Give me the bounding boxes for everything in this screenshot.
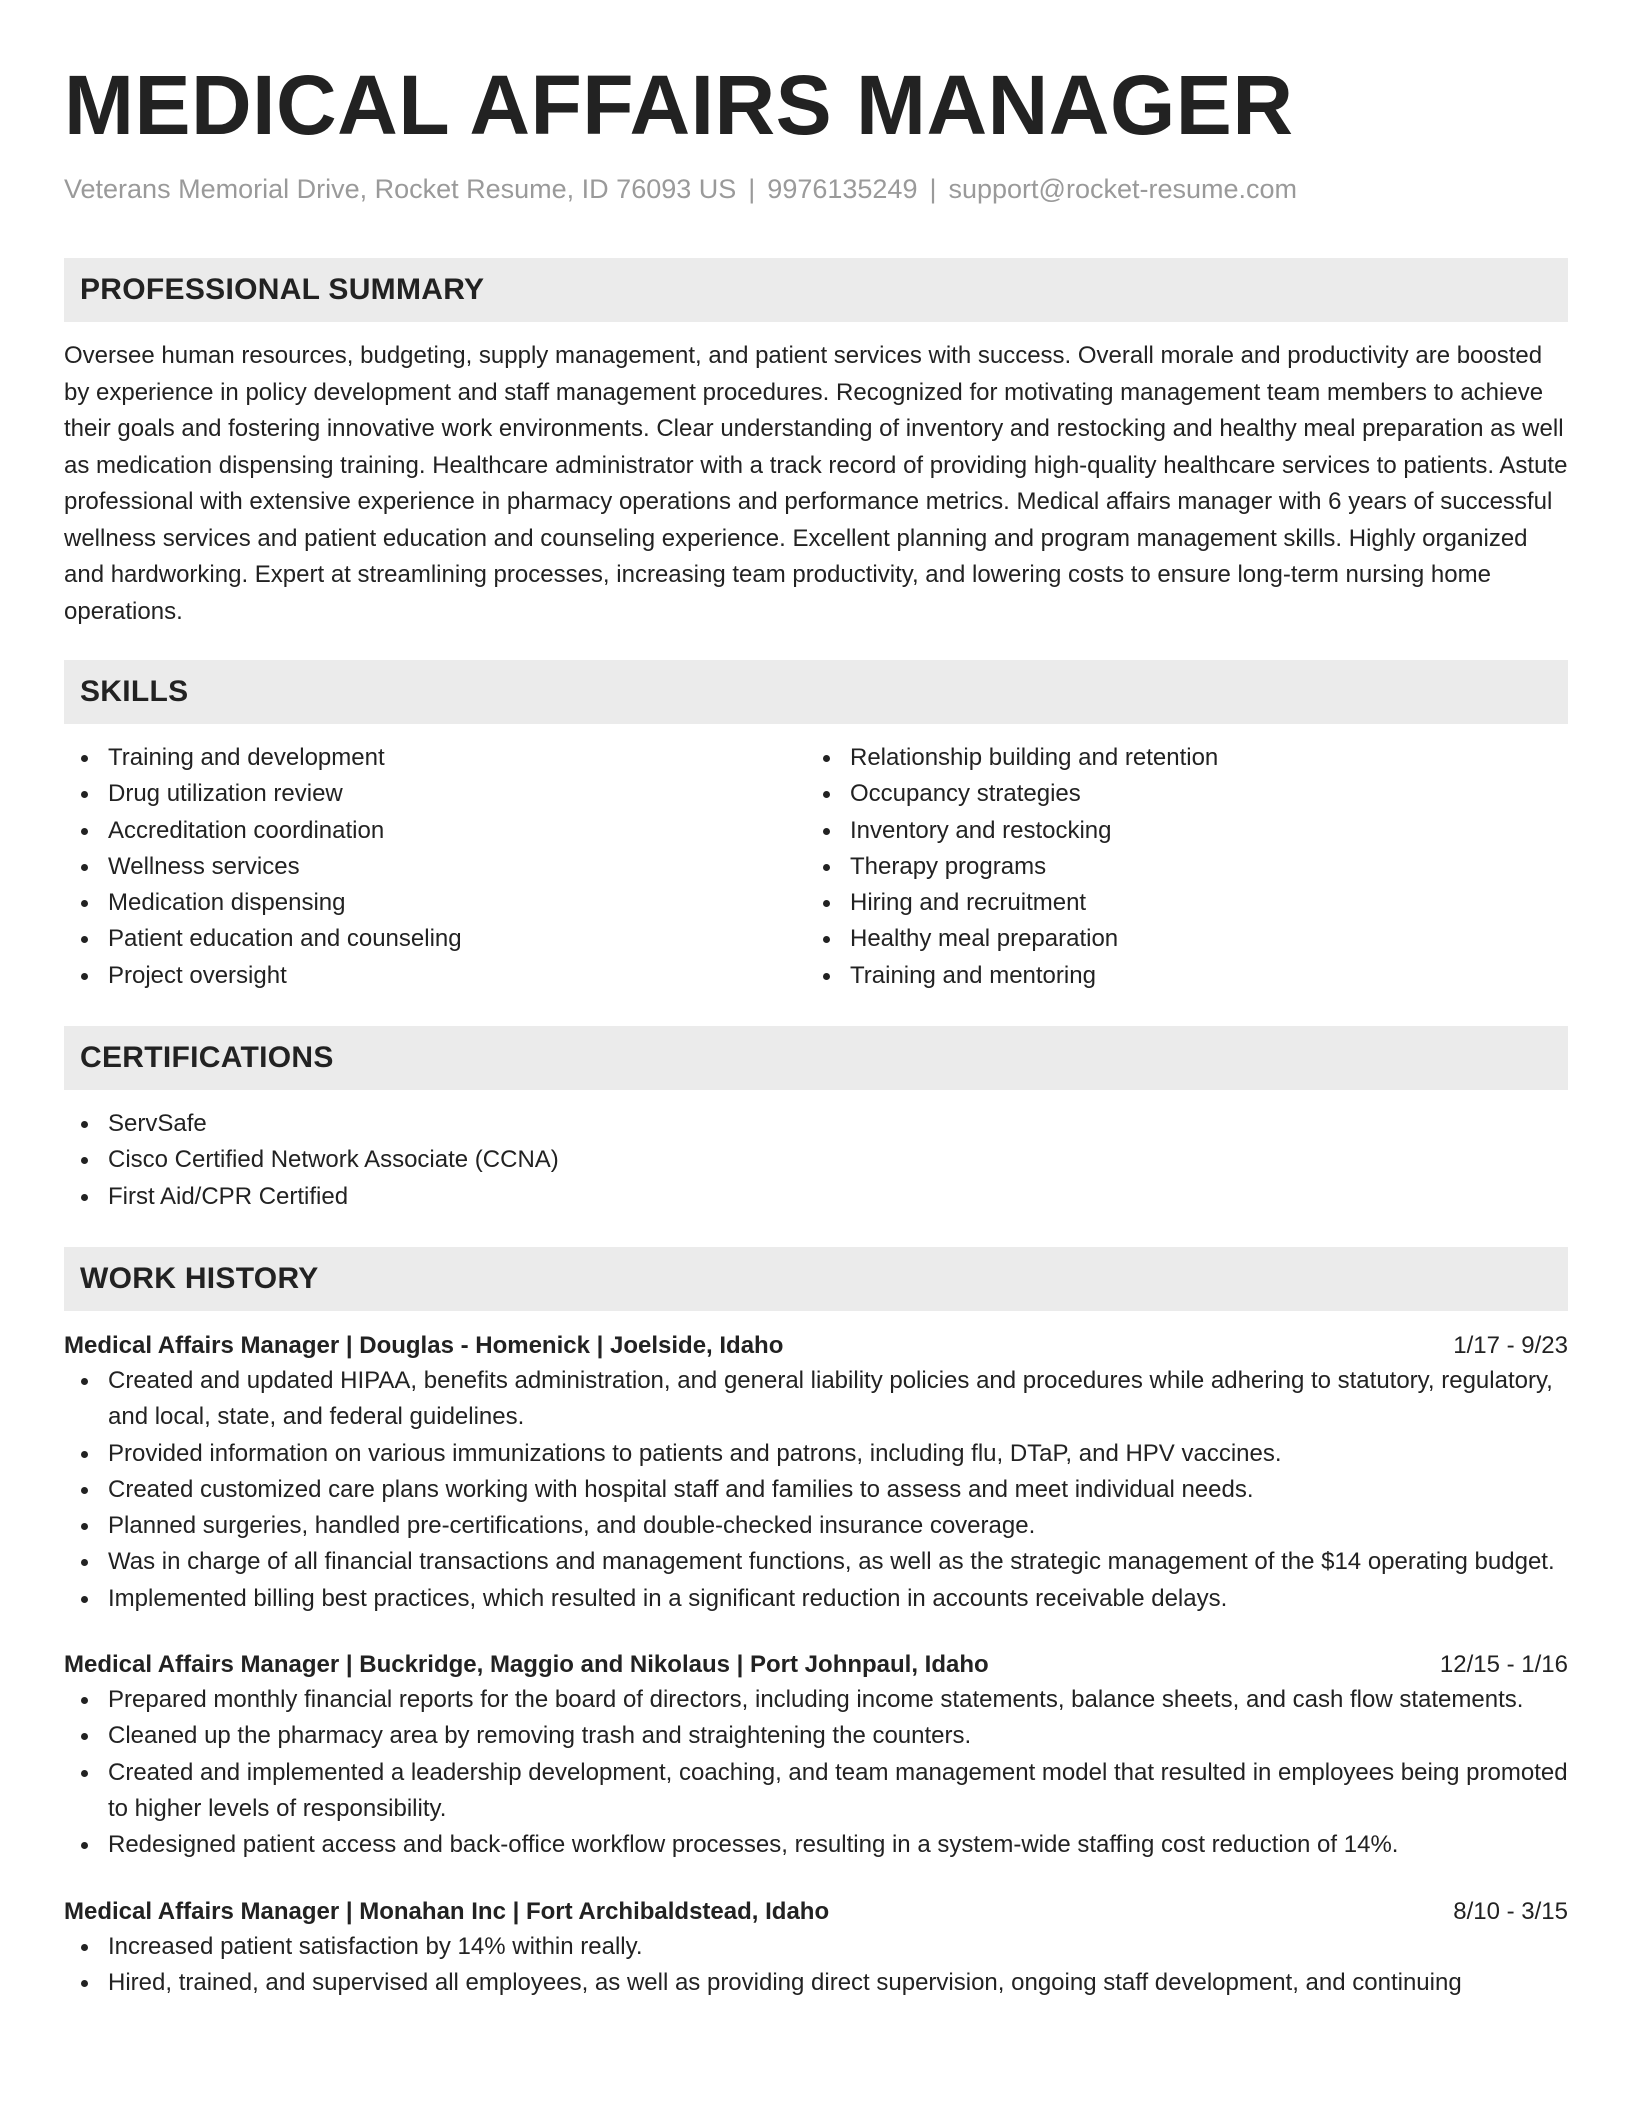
job-bullet: Created customized care plans working with hospital staff and families to assess and meet individual needs.	[64, 1472, 1568, 1508]
job-bullets	[64, 1929, 1568, 2002]
certification-item: First Aid/CPR Certified	[64, 1179, 1568, 1215]
job-bullets	[64, 1363, 1568, 1617]
job-bullet: Hired, trained, and supervised all employees, as well as providing direct supervision, ongoing staff development, and continuing	[64, 1965, 1568, 2001]
job-dates: 12/15 - 1/16	[1439, 1651, 1568, 1679]
skill-item: Training and mentoring	[806, 958, 1548, 994]
job-title: Medical Affairs Manager | Buckridge, Maggio and Nikolaus | Port Johnpaul, Idaho	[64, 1651, 989, 1679]
section-header-certifications: CERTIFICATIONS	[64, 1026, 1568, 1090]
skill-item: Wellness services	[64, 849, 806, 885]
job-header	[64, 1329, 1568, 1363]
job-title: Medical Affairs Manager | Monahan Inc | Fort Archibaldstead, Idaho	[64, 1897, 830, 1925]
job-header	[64, 1648, 1568, 1682]
resume-page	[64, 0, 1568, 2001]
job-header	[64, 1895, 1568, 1929]
skill-item: Drug utilization review	[64, 776, 806, 812]
certifications-list	[64, 1106, 1568, 1215]
contact-separator: |	[929, 174, 937, 204]
job-dates: 8/10 - 3/15	[1453, 1897, 1568, 1925]
job-bullet: Created and updated HIPAA, benefits administration, and general liability policies and procedures while adhering to statutory, regulatory, and local, state, and federal guidelines.	[64, 1363, 1568, 1436]
job-dates: 1/17 - 9/23	[1453, 1331, 1568, 1359]
job-entry	[64, 1895, 1568, 2002]
skill-item: Hiring and recruitment	[806, 885, 1548, 921]
job-bullet: Created and implemented a leadership development, coaching, and team management model that resulted in employees being promoted to higher levels of responsibility.	[64, 1755, 1568, 1828]
skills-grid	[64, 740, 1568, 994]
job-bullet: Prepared monthly financial reports for the board of directors, including income statements, balance sheets, and cash flow statements.	[64, 1682, 1568, 1718]
skills-list-left	[64, 740, 806, 994]
job-entry	[64, 1648, 1568, 1863]
skills-list-right	[806, 740, 1548, 994]
job-entry	[64, 1329, 1568, 1617]
job-bullet: Implemented billing best practices, which resulted in a significant reduction in accounts receivable delays.	[64, 1581, 1568, 1617]
skill-item: Therapy programs	[806, 849, 1548, 885]
skill-item: Accreditation coordination	[64, 813, 806, 849]
contact-separator: |	[748, 174, 756, 204]
job-bullet: Was in charge of all financial transactions and management functions, as well as the strategic management of the $14 operating budget.	[64, 1544, 1568, 1580]
section-header-summary: PROFESSIONAL SUMMARY	[64, 258, 1568, 322]
job-title: Medical Affairs Manager | Douglas - Homenick | Joelside, Idaho	[64, 1331, 784, 1359]
certification-item: ServSafe	[64, 1106, 1568, 1142]
job-bullet: Provided information on various immunizations to patients and patrons, including flu, DTaP, and HPV vaccines.	[64, 1436, 1568, 1472]
skill-item: Healthy meal preparation	[806, 921, 1548, 957]
skill-item: Project oversight	[64, 958, 806, 994]
job-bullet: Increased patient satisfaction by 14% within really.	[64, 1929, 1568, 1965]
section-header-skills: SKILLS	[64, 660, 1568, 724]
job-bullet: Planned surgeries, handled pre-certifications, and double-checked insurance coverage.	[64, 1508, 1568, 1544]
skill-item: Training and development	[64, 740, 806, 776]
contact-address: Veterans Memorial Drive, Rocket Resume, ID 76093 US	[64, 174, 737, 204]
skill-item: Inventory and restocking	[806, 813, 1548, 849]
skill-item: Patient education and counseling	[64, 921, 806, 957]
summary-text: Oversee human resources, budgeting, supply management, and patient services with success. Overall morale and productivity are boosted by experience in policy development and staff management procedures. Recognized for motivating management team members to achieve their goals and fostering innovative work environments. Clear understanding of inventory and restocking and healthy meal preparation as well as medication dispensing training. Healthcare administrator with a track record of providing high-quality healthcare services to patients. Astute professional with extensive experience in pharmacy operations and performance metrics. Medical affairs manager with 6 years of successful wellness services and patient education and counseling experience. Excellent planning and program management skills. Highly organized and hardworking. Expert at streamlining processes, increasing team productivity, and lowering costs to ensure long-term nursing home operations.	[64, 342, 1568, 625]
skill-item: Medication dispensing	[64, 885, 806, 921]
contact-line	[64, 172, 1568, 206]
skill-item: Relationship building and retention	[806, 740, 1548, 776]
skill-item: Occupancy strategies	[806, 776, 1548, 812]
contact-phone: 9976135249	[767, 174, 918, 204]
section-header-work-history: WORK HISTORY	[64, 1247, 1568, 1311]
contact-email[interactable]: support@rocket-resume.com	[948, 174, 1298, 204]
job-bullet: Cleaned up the pharmacy area by removing trash and straightening the counters.	[64, 1718, 1568, 1754]
job-bullet: Redesigned patient access and back-office workflow processes, resulting in a system-wide staffing cost reduction of 14%.	[64, 1827, 1568, 1863]
resume-title: MEDICAL AFFAIRS MANAGER	[64, 58, 1294, 152]
job-bullets	[64, 1682, 1568, 1863]
certification-item: Cisco Certified Network Associate (CCNA)	[64, 1142, 1568, 1178]
